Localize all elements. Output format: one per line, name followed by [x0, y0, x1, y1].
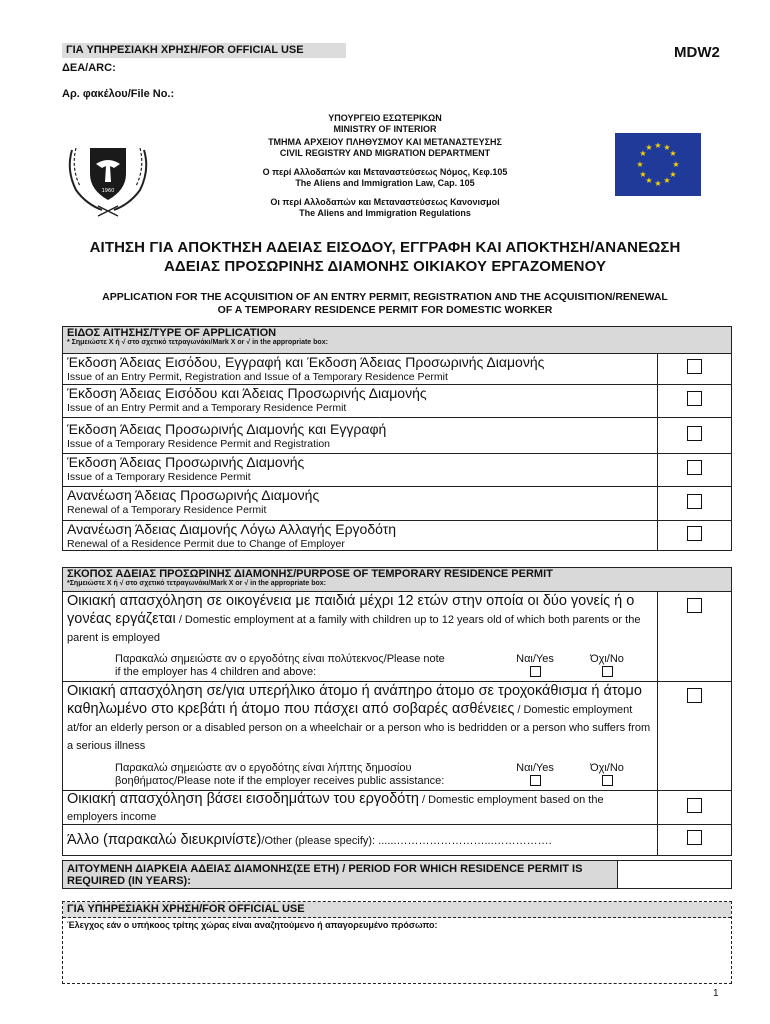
official-use-label: ΓΙΑ ΥΠΗΡΕΣΙΑΚΗ ΧΡΗΣΗ/FOR OFFICIAL USE — [62, 43, 346, 58]
purpose-section-instruction: *Σημειώστε Χ ή √ στο σχετικό τετραγωνάκι/Mark X or √ in the appropriate box: — [67, 580, 326, 587]
department-line-en: CIVIL REGISTRY AND MIGRATION DEPARTMENT — [279, 147, 491, 158]
department-line-gr: ΤΜΗΜΑ ΑΡΧΕΙΟΥ ΠΛΗΘΥΣΜΟΥ ΚΑΙ ΜΕΤΑΝΑΣΤΕΥΣΗΣ — [268, 137, 502, 147]
public-assistance-note-cont: βοηθήματος/Please note if the employer receives public assistance: — [115, 775, 445, 787]
no-label: Όχι/No — [590, 762, 624, 774]
eu-flag-icon — [615, 133, 701, 196]
large-family-yes-checkbox[interactable] — [530, 666, 541, 677]
purpose-checkbox-1[interactable] — [687, 598, 702, 613]
type-row-text — [63, 521, 658, 551]
purpose-row-text — [63, 592, 658, 682]
file-no-label: Αρ. φακέλου/File No.: — [62, 88, 175, 100]
type-option-gr: Έκδοση Άδειας Εισόδου, Εγγραφή και Έκδοση Άδειας Προσωρινής Διαμονής — [67, 354, 545, 370]
type-option-en: Renewal of a Temporary Residence Permit — [67, 504, 267, 516]
official-use-box — [62, 901, 732, 984]
purpose-option-en: / Domestic employment based on the employers income — [67, 794, 604, 823]
regulations-en: The Aliens and Immigration Regulations — [299, 207, 471, 218]
purpose-row-text — [63, 682, 658, 791]
form-title-en-line1: APPLICATION FOR THE ACQUISITION OF AN ENTRY PERMIT, REGISTRATION AND THE ACQUISITION/RENEWAL — [102, 291, 668, 303]
purpose-row-other — [63, 825, 732, 856]
ministry-line-en: MINISTRY OF INTERIOR — [333, 123, 437, 134]
svg-text:★: ★ — [654, 179, 662, 188]
purpose-row-text — [63, 825, 658, 856]
ministry-block — [200, 113, 570, 218]
purpose-checkbox-2[interactable] — [687, 688, 702, 703]
type-checkbox-6[interactable] — [687, 526, 702, 541]
type-section-instruction: * Σημειώστε Χ ή √ στο σχετικό τετραγωνάκι/Mark X or √ in the appropriate box: — [67, 339, 328, 346]
public-assistance-yes-checkbox[interactable] — [530, 775, 541, 786]
large-family-note: Παρακαλώ σημειώστε αν ο εργοδότης είναι πολύτεκνος/Please note — [115, 653, 445, 665]
law-gr: Ο περί Αλλοδαπών και Μεταναστεύσεως Νόμος, Κεφ.105 — [262, 167, 508, 177]
official-use-box-header: ΓΙΑ ΥΠΗΡΕΣΙΑΚΗ ΧΡΗΣΗ/FOR OFFICIAL USE — [63, 902, 731, 918]
purpose-row-text — [63, 791, 658, 825]
ministry-line-gr: ΥΠΟΥΡΓΕΙΟ ΕΣΩΤΕΡΙΚΩΝ — [328, 113, 442, 123]
purpose-row-children — [63, 592, 732, 682]
svg-text:★: ★ — [645, 143, 653, 152]
page-number: 1 — [713, 988, 719, 999]
type-row-text — [63, 487, 658, 521]
wanted-person-check-label: Έλεγχος εάν ο υπήκοος τρίτης χώρας είναι αναζητούμενο ή απαγορευμένο πρόσωπο: — [67, 920, 438, 930]
svg-text:★: ★ — [663, 143, 671, 152]
purpose-option-gr: Οικιακή απασχόληση σε οικογένεια με παιδιά μέχρι 12 ετών στην οποία οι δύο γονείς ή ο γονέας εργάζεται — [67, 593, 635, 627]
type-checkbox-2[interactable] — [687, 391, 702, 406]
period-input[interactable] — [618, 861, 732, 889]
purpose-row-elderly — [63, 682, 732, 791]
cyprus-coat-of-arms-icon — [62, 130, 154, 218]
type-checkbox-1[interactable] — [687, 359, 702, 374]
svg-text:★: ★ — [654, 141, 662, 150]
type-option-en: Issue of an Entry Permit and a Temporary Residence Permit — [67, 402, 347, 414]
public-assistance-note: Παρακαλώ σημειώστε αν ο εργοδότης είναι λήπτης δημοσίου — [115, 762, 412, 774]
yes-label: Ναι/Yes — [516, 762, 554, 774]
svg-text:★: ★ — [645, 176, 653, 185]
svg-text:★: ★ — [672, 160, 680, 169]
form-title-en-line2: OF A TEMPORARY RESIDENCE PERMIT FOR DOMESTIC WORKER — [217, 304, 553, 316]
svg-text:★: ★ — [663, 176, 671, 185]
svg-text:★: ★ — [636, 160, 644, 169]
svg-text:1960: 1960 — [101, 188, 115, 194]
purpose-option-en: / Domestic employment at a family with children up to 12 years old of which both parents or the parent is employed — [67, 614, 641, 644]
public-assistance-no-checkbox[interactable] — [602, 775, 613, 786]
svg-text:★: ★ — [669, 170, 677, 179]
large-family-note-cont: if the employer has 4 children and above: — [115, 666, 317, 678]
type-option-en: Issue of a Temporary Residence Permit — [67, 471, 251, 483]
form-title-gr — [40, 238, 730, 276]
type-row — [63, 454, 732, 487]
form-code: MDW2 — [674, 44, 720, 61]
type-row-text — [63, 454, 658, 487]
type-row — [63, 385, 732, 418]
purpose-section-title: ΣΚΟΠΟΣ ΑΔΕΙΑΣ ΠΡΟΣΩΡΙΝΗΣ ΔΙΑΜΟΝΗΣ/PURPOSE OF TEMPORARY RESIDENCE PERMIT — [67, 568, 553, 580]
purpose-option-gr: Άλλο (παρακαλώ διευκρινίστε) — [67, 832, 262, 848]
purpose-section-header — [63, 568, 732, 592]
type-row — [63, 354, 732, 385]
type-option-gr: Ανανέωση Άδειας Διαμονής Λόγω Αλλαγής Εργοδότη — [67, 521, 397, 537]
purpose-checkbox-3[interactable] — [687, 798, 702, 813]
type-row — [63, 487, 732, 521]
type-checkbox-3[interactable] — [687, 426, 702, 441]
law-en: The Aliens and Immigration Law, Cap. 105 — [295, 177, 475, 188]
type-option-gr: Ανανέωση Άδειας Προσωρινής Διαμονής — [67, 487, 320, 503]
type-row-text — [63, 385, 658, 418]
svg-text:★: ★ — [639, 149, 647, 158]
regulations-gr: Οι περί Αλλοδαπών και Μεταναστεύσεως Κανονισμοί — [270, 197, 500, 207]
no-label: Όχι/No — [590, 653, 624, 665]
form-title-en — [40, 291, 730, 317]
purpose-option-gr: Οικιακή απασχόληση βάσει εισοδημάτων του εργοδότη — [67, 791, 419, 807]
type-option-gr: Έκδοση Άδειας Εισόδου και Άδειας Προσωρινής Διαμονής — [67, 385, 427, 401]
type-row — [63, 418, 732, 454]
type-section-header — [63, 327, 732, 354]
type-checkbox-5[interactable] — [687, 494, 702, 509]
dea-arc-label: ΔΕΑ/ARC: — [62, 62, 116, 74]
other-specify-field[interactable]: /Other (please specify): ......……………………...……………. — [261, 835, 552, 847]
type-option-gr: Έκδοση Άδειας Προσωρινής Διαμονής — [67, 454, 305, 470]
type-option-en: Issue of a Temporary Residence Permit and Registration — [67, 438, 331, 450]
type-section-title: ΕΙΔΟΣ ΑΙΤΗΣΗΣ/TYPE OF APPLICATION — [67, 327, 277, 339]
type-checkbox-4[interactable] — [687, 460, 702, 475]
svg-text:★: ★ — [669, 149, 677, 158]
purpose-option-gr: Οικιακή απασχόληση σε/για υπερήλικο άτομο ή ανάπηρο άτομο σε τροχοκάθισμα ή άτομο καθηλωμένο στο κρεβάτι ή άτομο που πάσχει από σοβαρές ασθένειες — [67, 683, 642, 717]
svg-text:★: ★ — [639, 170, 647, 179]
period-table — [62, 860, 732, 889]
large-family-no-checkbox[interactable] — [602, 666, 613, 677]
purpose-row-income — [63, 791, 732, 825]
period-label: ΑΙΤΟΥΜΕΝΗ ΔΙΑΡΚΕΙΑ ΑΔΕΙΑΣ ΔΙΑΜΟΝΗΣ(ΣΕ ΕΤΗ) / PERIOD FOR WHICH RESIDENCE PERMIT IS REQUIRED (IN YEARS): — [63, 861, 618, 889]
yes-label: Ναι/Yes — [516, 653, 554, 665]
type-of-application-table — [62, 326, 732, 551]
purpose-option-en: / Domestic employment at/for an elderly person or a disabled person on a wheelchair or a person who is bedridden or a person who suffers from a serious illness — [67, 704, 651, 752]
form-title-gr-line2: ΑΔΕΙΑΣ ΠΡΟΣΩΡΙΝΗΣ ΔΙΑΜΟΝΗΣ ΟΙΚΙΑΚΟΥ ΕΡΓΑΖΟΜΕΝΟΥ — [163, 258, 607, 275]
type-row — [63, 521, 732, 551]
type-option-en: Renewal of a Residence Permit due to Change of Employer — [67, 538, 345, 550]
type-option-en: Issue of an Entry Permit, Registration and Issue of a Temporary Residence Permit — [67, 371, 448, 383]
purpose-checkbox-4[interactable] — [687, 830, 702, 845]
type-row-text — [63, 418, 658, 454]
purpose-table — [62, 567, 732, 856]
form-title-gr-line1: ΑΙΤΗΣΗ ΓΙΑ ΑΠΟΚΤΗΣΗ ΑΔΕΙΑΣ ΕΙΣΟΔΟΥ, ΕΓΓΡΑΦΗ ΚΑΙ ΑΠΟΚΤΗΣΗ/ΑΝΑΝΕΩΣΗ — [89, 239, 681, 256]
type-option-gr: Έκδοση Άδειας Προσωρινής Διαμονής και Εγγραφή — [67, 421, 387, 437]
type-row-text — [63, 354, 658, 385]
